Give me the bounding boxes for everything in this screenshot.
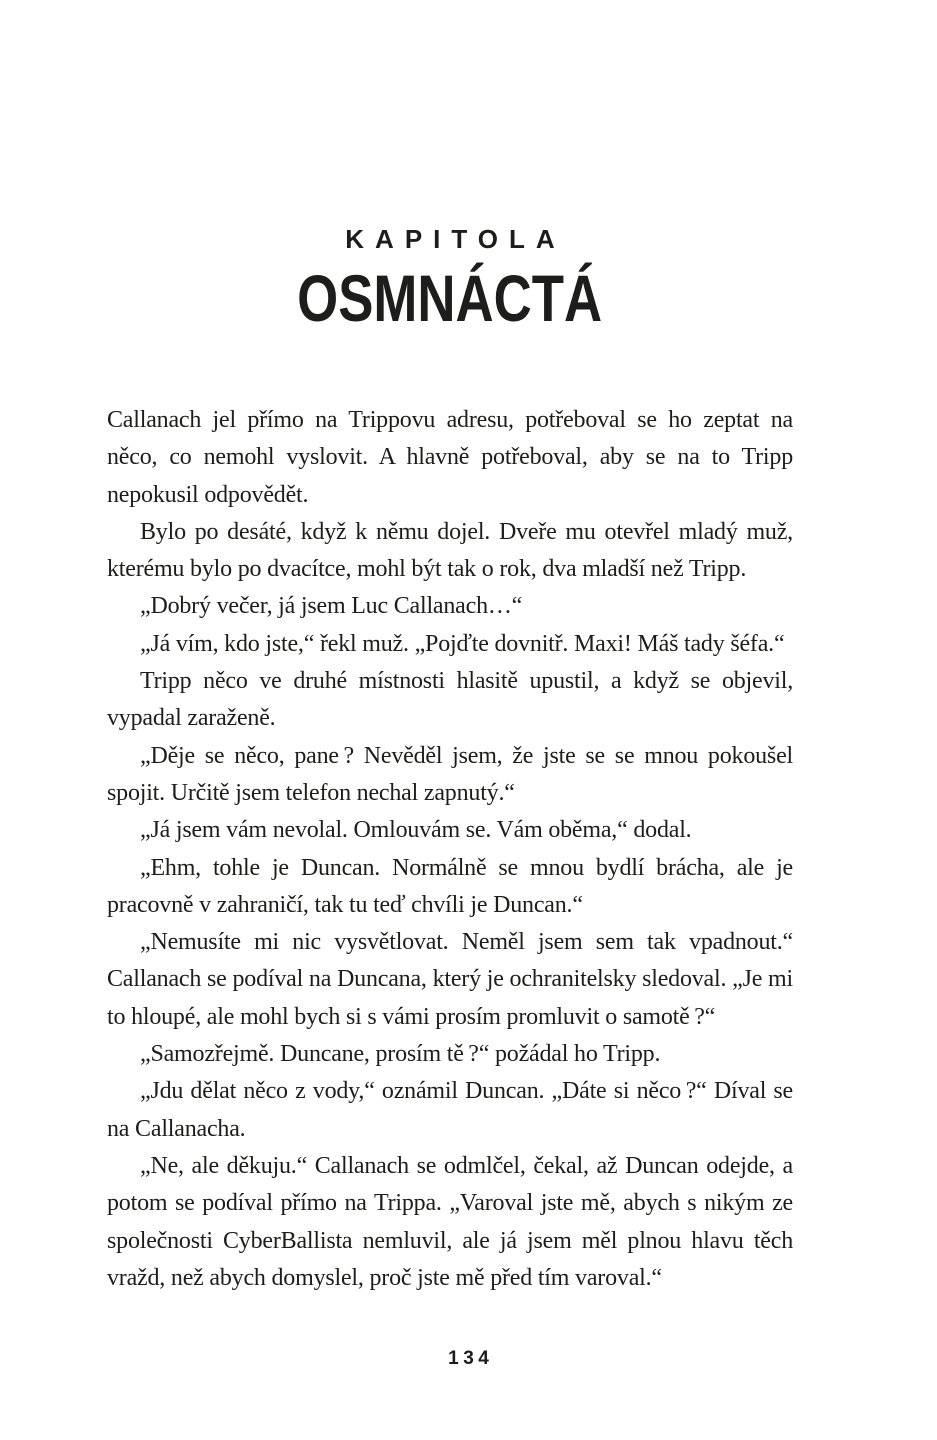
paragraph: „Jdu dělat něco z vody,“ oznámil Duncan. „Dáte si něco ?“ Díval se na Callanacha. xyxy=(107,1078,793,1142)
paragraph: „Ehm, tohle je Duncan. Normálně se mnou bydlí brácha, ale je pracovně v zahraničí, tak tu teď chvíli je Duncan.“ xyxy=(107,854,793,918)
paragraph: Bylo po desáté, když k němu dojel. Dveře mu otevřel mladý muž, kterému bylo po dvacítce, mohl být tak o rok, dva mladší než Tripp. xyxy=(107,518,793,583)
paragraph: Tripp něco ve druhé místnosti hlasitě upustil, a když se objevil, vypadal zaraženě. xyxy=(107,668,793,732)
chapter-kicker: KAPITOLA xyxy=(345,224,566,254)
paragraph: „Já vím, kdo jste,“ řekl muž. „Pojďte dovnitř. Maxi! Máš tady šéfa.“ xyxy=(140,630,785,657)
paragraph: Callanach jel přímo na Trippovu adresu, potřeboval se ho zeptat na něco, co nemohl vyslovit. A hlavně potřeboval, aby se na to Tripp nepokusil odpovědět. xyxy=(107,407,793,508)
body-text xyxy=(107,402,793,1297)
page-number: 134 xyxy=(448,1348,494,1369)
paragraph: „Ne, ale děkuju.“ Callanach se odmlčel, čekal, až Duncan odejde, a potom se podíval přímo na Trippa. „Varoval jste mě, abych s nikým ze společnosti CyberBallista nemluvil, ale já jsem měl plnou hlavu těch vražd, než abych domyslel, proč jste mě před tím varoval.“ xyxy=(107,1152,793,1291)
chapter-title-text: OSMNÁCTÁ xyxy=(297,261,603,335)
chapter-heading xyxy=(107,224,793,335)
paragraph: „Děje se něco, pane ? Nevěděl jsem, že jste se se mnou pokoušel spojit. Určitě jsem telefon nechal zapnutý.“ xyxy=(107,742,793,806)
paragraph: „Dobrý večer, já jsem Luc Callanach…“ xyxy=(140,593,523,620)
paragraph: „Já jsem vám nevolal. Omlouvám se. Vám oběma,“ dodal. xyxy=(140,817,692,844)
paragraph: „Samozřejmě. Duncane, prosím tě ?“ požádal ho Tripp. xyxy=(140,1041,661,1068)
paragraph: „Nemusíte mi nic vysvětlovat. Neměl jsem sem tak vpadnout.“ Callanach se podíval na Duncana, který je ochranitelsky sledoval. „Je mi to hloupé, ale mohl bych si s vámi prosím promluvit o samotě ?“ xyxy=(107,929,793,1030)
chapter-title xyxy=(107,261,793,335)
